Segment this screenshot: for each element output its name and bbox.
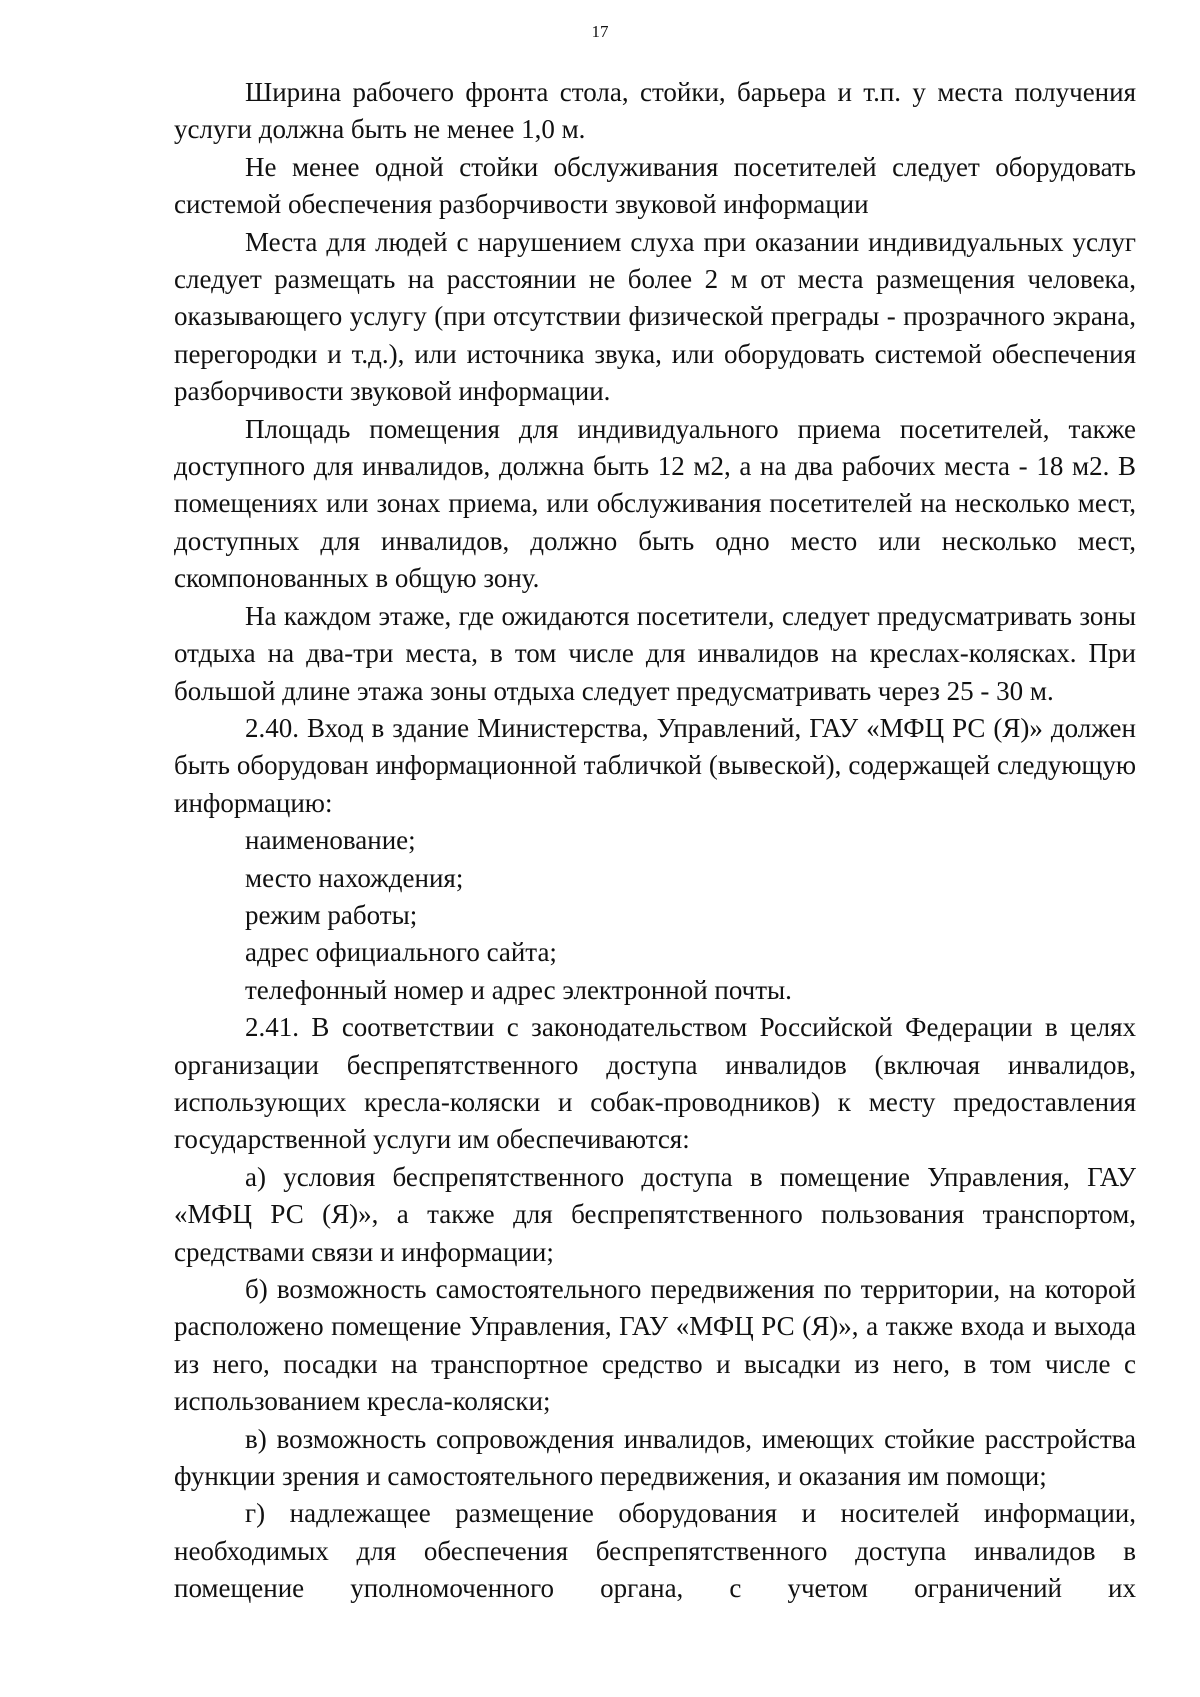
- info-list-item-schedule: режим работы;: [245, 899, 418, 930]
- document-body: [174, 74, 1136, 1608]
- paragraph-2-41-accessibility: 2.41. В соответствии с законодательством Российской Федерации в целях организации беспрепятственного доступа инвалидов (включая инвалидов, использующих кресла-коляски и собак-проводников) к месту предоставления государственной услуги им обеспечиваются:: [174, 1012, 1136, 1155]
- info-list-item-name: наименование;: [245, 825, 416, 856]
- paragraph-item-v: в) возможность сопровождения инвалидов, имеющих стойкие расстройства функции зрения и самостоятельного передвижения, и оказания им помощи;: [174, 1423, 1136, 1492]
- paragraph-item-g: г) надлежащее размещение оборудования и носителей информации, необходимых для обеспечения беспрепятственного доступа инвалидов в помещение уполномоченного органа, с учетом ограничений их: [174, 1498, 1136, 1604]
- info-list-item-contacts: телефонный номер и адрес электронной почты.: [245, 974, 792, 1005]
- paragraph-item-b: б) возможность самостоятельного передвижения по территории, на которой расположено помещение Управления, ГАУ «МФЦ РС (Я)», а также входа и выхода из него, посадки на транспортное средство и высадки из него, в том числе с использованием кресла-коляски;: [174, 1274, 1136, 1417]
- paragraph-counter-width: Ширина рабочего фронта стола, стойки, барьера и т.п. у места получения услуги должна быть не менее 1,0 м.: [174, 77, 1136, 145]
- page-number: 17: [591, 22, 609, 41]
- paragraph-reception-area: Площадь помещения для индивидуального приема посетителей, также доступного для инвалидов, должна быть 12 м2, а на два рабочих места - 18 м2. В помещениях или зонах приема, или обслуживания посетителей на несколько мест, доступных для инвалидов, должно быть одно место или несколько мест, скомпонованных в общую зону.: [174, 413, 1136, 594]
- paragraph-hearing-impaired: Места для людей с нарушением слуха при оказании индивидуальных услуг следует размещать на расстоянии не более 2 м от места размещения человека, оказывающего услугу (при отсутствии физической преграды - прозрачного экрана, перегородки и т.д.), или источника звука, или оборудовать системой обеспечения разборчивости звуковой информации.: [174, 226, 1136, 407]
- paragraph-rest-zones: На каждом этаже, где ожидаются посетители, следует предусматривать зоны отдыха на два-три места, в том числе для инвалидов на креслах-колясках. При большой длине этажа зоны отдыха следует предусматривать через 25 - 30 м.: [174, 600, 1136, 706]
- paragraph-sound-system: Не менее одной стойки обслуживания посетителей следует оборудовать системой обеспечения разборчивости звуковой информации: [174, 151, 1136, 220]
- info-list-item-website: адрес официального сайта;: [245, 937, 557, 968]
- paragraph-2-40-entrance-sign: 2.40. Вход в здание Министерства, Управлений, ГАУ «МФЦ РС (Я)» должен быть оборудован информационной табличкой (вывеской), содержащей следующую информацию:: [174, 712, 1136, 818]
- paragraph-item-a: а) условия беспрепятственного доступа в помещение Управления, ГАУ «МФЦ РС (Я)», а также для беспрепятственного пользования транспортом, средствами связи и информации;: [174, 1161, 1136, 1267]
- info-list-item-location: место нахождения;: [245, 862, 464, 893]
